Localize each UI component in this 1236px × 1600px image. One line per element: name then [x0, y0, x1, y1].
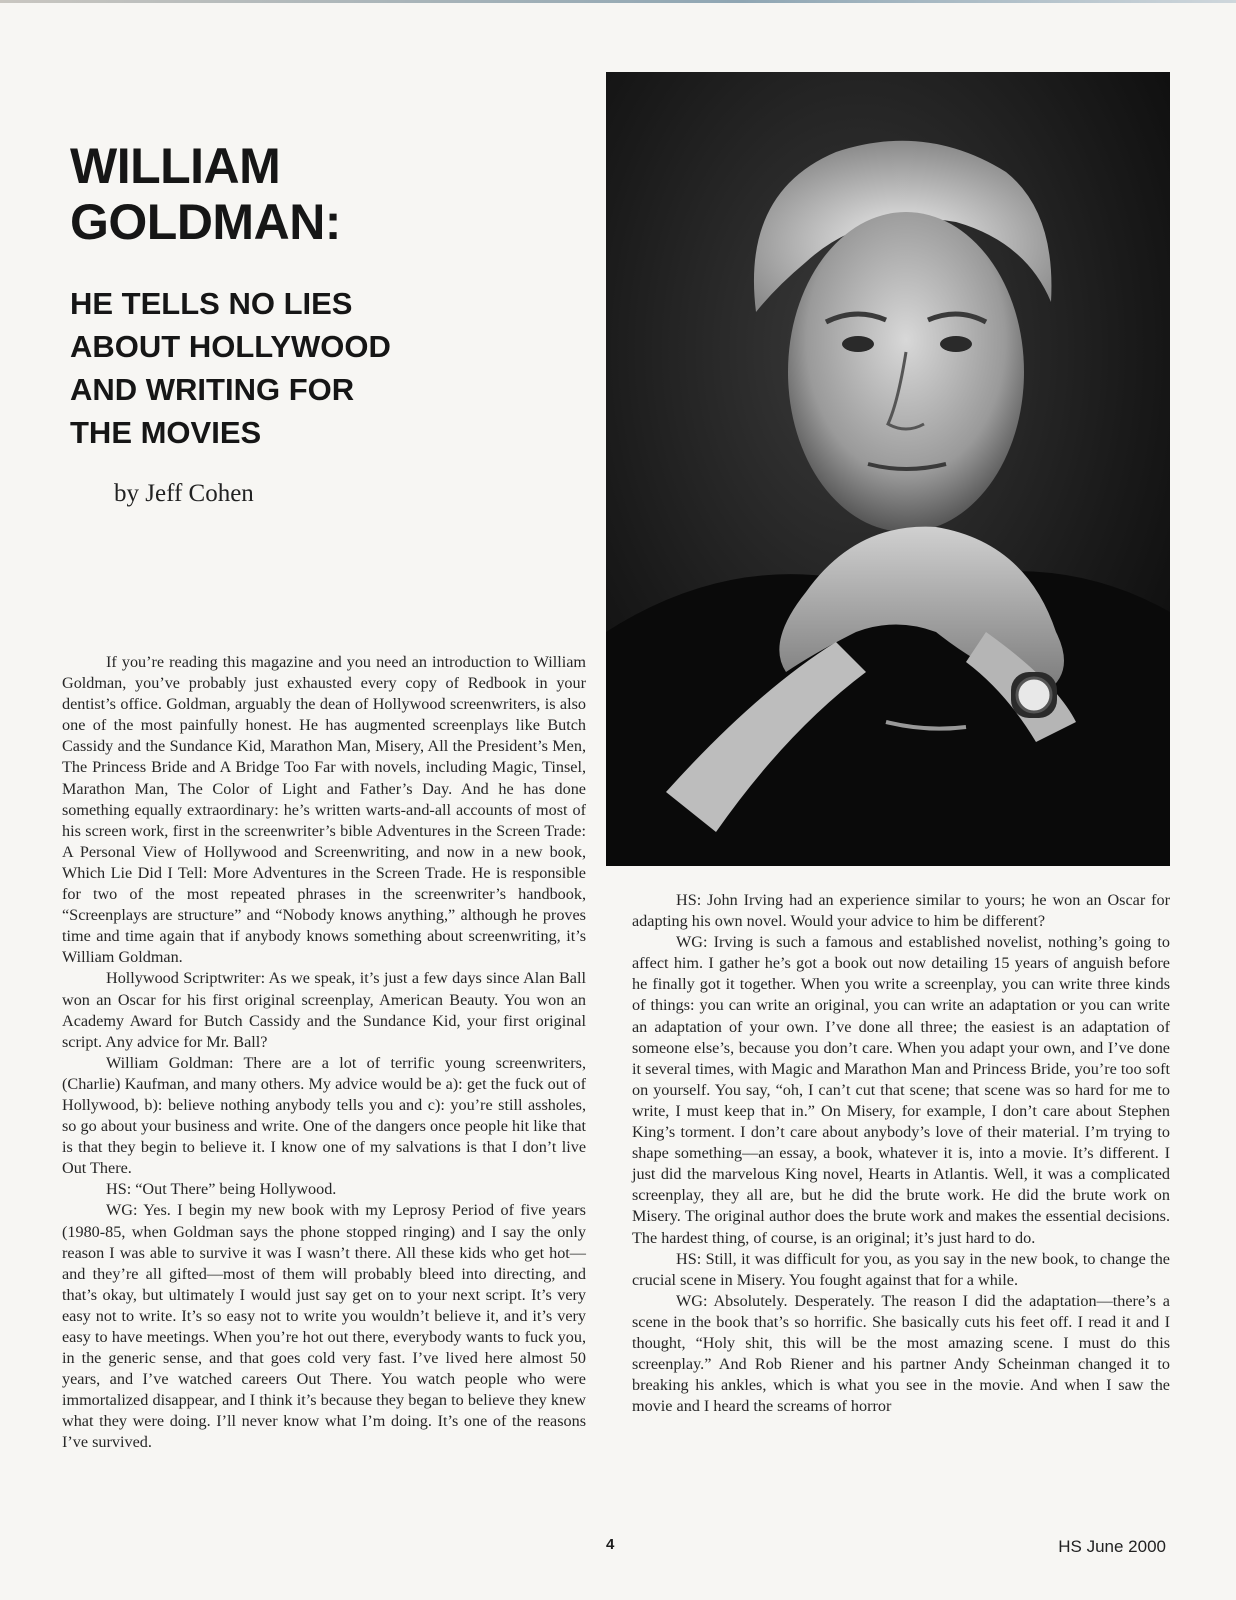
article-paragraph: HS: Still, it was difficult for you, as you say in the new book, to change the crucial scene in Misery. You fought against that for a while.	[632, 1249, 1170, 1289]
page-number: 4	[606, 1536, 615, 1553]
article-paragraph: William Goldman: There are a lot of terrific young screenwriters, (Charlie) Kaufman, and many others. My advice would be a): get the fuck out of Hollywood, b): believe nothing anybody tells you and c): you’re still assholes, so go about your business and write. One of the dangers once people hit like that is that they begin to believe it. I know one of my salvations is that I don’t live Out There.	[62, 1053, 586, 1178]
article-paragraph: HS: “Out There” being Hollywood.	[106, 1180, 337, 1199]
article-paragraph: If you’re reading this magazine and you need an introduction to William Goldman, you’ve probably just exhausted every copy of Redbook in your dentist’s office. Goldman, arguably the dean of Hollywood screenwriters, is also one of the most painfully honest. He has augmented screenplays like Butch Cassidy and the Sundance Kid, Marathon Man, Misery, All the President’s Men, The Princess Bride and A Bridge Too Far with novels, including Magic, Tinsel, Marathon Man, The Color of Light and Father’s Day. And he has done something equally extraordinary: he’s written warts-and-all accounts of most of his screen work, first in the screenwriter’s bible Adventures in the Screen Trade: A Personal View of Hollywood and Screenwriting, and now in a new book, Which Lie Did I Tell: More Adventures in the Screen Trade. He is responsible for two of the most repeated phrases in the screenwriter’s handbook, “Screenplays are structure” and “Nobody knows anything,” although he proves time and time again that if anybody knows something about screenwriting, it’s William Goldman.	[62, 653, 586, 967]
article-paragraph: WG: Absolutely. Desperately. The reason I did the adaptation—there’s a scene in the book that’s so horrific. She basically cuts his feet off. I read it and I thought, “Holy shit, this will be the most amazing scene. I must do this screenplay.” And Rob Riener and his partner Andy Scheinman changed it to breaking his ankles, which is what you see in the movie. And when I saw the movie and I heard the screams of horror	[632, 1291, 1170, 1416]
subtitle-line: THE MOVIES	[70, 415, 262, 450]
subtitle-line: HE TELLS NO LIES	[70, 286, 353, 321]
issue-label: HS June 2000	[1058, 1537, 1166, 1556]
article-paragraph: WG: Yes. I begin my new book with my Leprosy Period of five years (1980-85, when Goldman says the phone stopped ringing) and I say the only reason I was able to survive it was I wasn’t there. All these kids who get hot—and they’re all gifted—most of them will probably bleed into directing, and that’s okay, but ultimately I would just say get on to your next script. It’s very easy not to write. It’s so easy not to write you wouldn’t believe it, and it’s very easy to have meetings. When you’re hot out there, everybody wants to fuck you, in the generic sense, and that goes cold very fast. I’ve lived here almost 50 years, and I’ve watched careers Out There. You watch people who were immortalized disappear, and I think it’s because they began to believe they knew what they were doing. I’ll never know what I’m doing. It’s one of the reasons I’ve survived.	[62, 1201, 586, 1452]
author-portrait-photo	[606, 72, 1170, 866]
article-paragraph: Hollywood Scriptwriter: As we speak, it’s just a few days since Alan Ball won an Oscar for his first original screenplay, American Beauty. You won an Academy Award for Butch Cassidy and the Sundance Kid, your first original script. Any advice for Mr. Ball?	[62, 969, 586, 1051]
title-line: WILLIAM	[70, 138, 281, 194]
byline: by Jeff Cohen	[114, 480, 254, 507]
article-subtitle	[70, 282, 490, 454]
top-rule	[0, 0, 1236, 3]
portrait-illustration	[606, 72, 1170, 866]
title-line: GOLDMAN:	[70, 194, 341, 250]
article-paragraph: WG: Irving is such a famous and established novelist, nothing’s going to affect him. I gather he’s got a book out now detailing 15 years of anguish before he finally got it together. When you write a screenplay, you can write three kinds of things: you can write an original, you can write an adaptation or you can write an adaptation of your own. I’ve done all three; the easiest is an adaptation of someone else’s, because you don’t care. When you adapt your own, and I’ve done it several times, with Magic and Marathon Man and Princess Bride, you’re too soft on yourself. You say, “oh, I can’t cut that scene; that scene was so hard for me to write, I must keep that in.” On Misery, for example, I don’t care about Stephen King’s torment. I don’t care about anybody’s love of their material. I’m trying to shape something—an essay, a book, whatever it is, into a movie. It’s different. I just did the marvelous King novel, Hearts in Atlantis. Well, it was a complicated screenplay, they all are, but he did the brute work. He did the brute work on Misery. The original author does the brute work and makes the essential decisions. The hardest thing, of course, is an original; it’s just hard to do.	[632, 933, 1170, 1247]
article-paragraph: HS: John Irving had an experience similar to yours; he won an Oscar for adapting his own novel. Would your advice to him be different?	[632, 891, 1170, 931]
subtitle-line: AND WRITING FOR	[70, 372, 355, 407]
article-column-right	[632, 890, 1170, 1417]
article-title	[70, 138, 550, 250]
subtitle-line: ABOUT HOLLYWOOD	[70, 329, 391, 364]
article-column-left	[62, 652, 586, 1454]
